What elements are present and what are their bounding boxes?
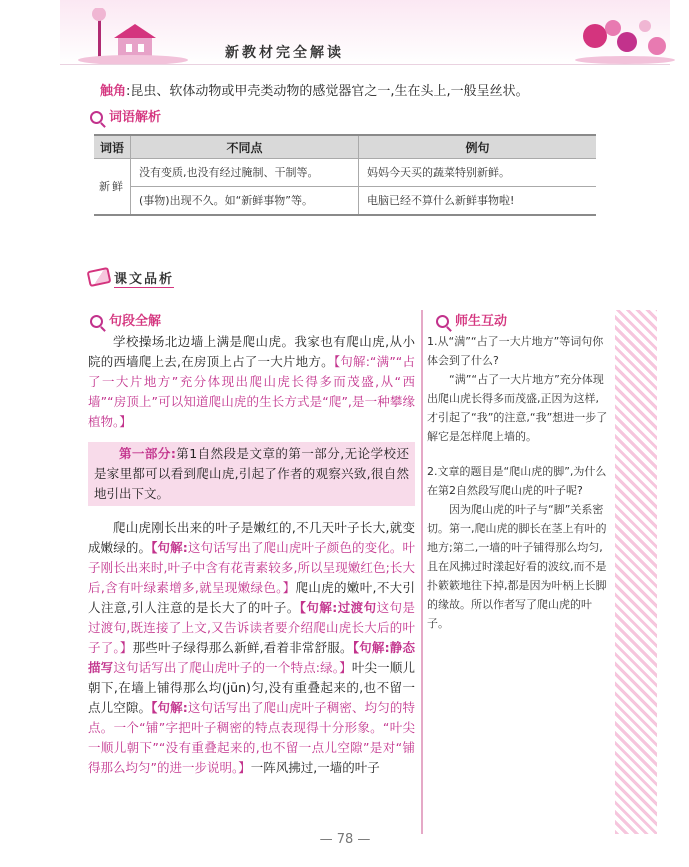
p1-note: 【句解:“满”“占了一大片地方”充分体现出爬山虎长得多而茂盛,从“西墙”“房顶上”可以知道爬山虎的生长方式是“爬”,是一种攀缘植物。】 <box>88 354 415 429</box>
p2-f: 这句话写出了爬山虎叶子的一个特点:绿。】 <box>113 660 352 675</box>
page-number: — 78 — <box>319 832 371 847</box>
paragraph-1 <box>88 332 415 432</box>
col-header-example: 例句 <box>359 135 597 159</box>
magnifier-icon <box>90 315 103 328</box>
answer-1: “满”“占了一大片地方”充分体现出爬山虎长得多而茂盛,正因为这样,才引起了“我”的注意,“我”想进一步了解它是怎样爬上墙的。 <box>427 373 608 443</box>
book-icon <box>87 267 112 287</box>
kewen-heading <box>88 268 174 287</box>
question-1: 1.从“满”“占了一大片地方”等词句你体会到了什么? <box>427 335 604 367</box>
p2-e: 那些叶子绿得那么新鲜,看着非常舒服。 <box>132 640 353 655</box>
flower-decoration-icon <box>565 6 675 64</box>
question-2: 2.文章的题目是“爬山虎的脚”,为什么在第2自然段写爬山虎的叶子呢? <box>427 465 607 497</box>
p2-f-label: 【句解:静态描写 <box>88 640 415 675</box>
definition-term: 触角 <box>100 84 127 99</box>
table-row <box>94 159 596 187</box>
table-row <box>94 187 596 216</box>
kewen-heading-text: 课文品析 <box>114 272 175 287</box>
part-one-box <box>88 442 415 506</box>
example-cell: 电脑已经不算什么新鲜事物啦! <box>359 187 597 216</box>
p2-c: 爬山虎的嫩叶,不大引人注意,引人注意的是长大了的叶子。 <box>88 580 415 615</box>
juduan-heading-text: 句段全解 <box>109 314 162 329</box>
p2-d: 这句是过渡句,既连接了上文,又告诉读者要介绍爬山虎长大后的叶子了。】 <box>88 600 415 655</box>
header-title: 新教材完全解读 <box>225 45 344 61</box>
vocab-heading <box>90 106 161 125</box>
answer-2: 因为爬山虎的叶子与“脚”关系密切。第一,爬山虎的脚长在茎上有叶的地方;第二,一墙的叶子铺得那么均匀,且在风拂过时漾起好看的波纹,而不是扑簌簌地往下掉,都是因为叶柄上长脚的缘故。所以作者写了爬山虎的叶子。 <box>427 503 607 630</box>
p2-g: 叶尖一顺儿朝下,在墙上铺得那么均(jūn)匀,没有重叠起来的,也不留一点儿空隙。 <box>88 660 415 715</box>
side-qa-column <box>427 332 609 633</box>
diff-cell: 没有变质,也没有经过腌制、干制等。 <box>131 159 359 187</box>
decorative-stripe <box>615 310 657 834</box>
side-heading-text: 师生互动 <box>455 314 508 329</box>
p2-i: 一阵风拂过,一墙的叶子 <box>250 760 380 775</box>
magnifier-icon <box>436 315 449 328</box>
vocab-heading-text: 词语解析 <box>109 110 162 125</box>
definition-line <box>100 80 660 99</box>
magnifier-icon <box>90 111 103 124</box>
p2-d-label: 【句解:过渡句 <box>299 600 377 615</box>
castle-decoration-icon <box>78 8 188 64</box>
p1-text: 学校操场北边墙上满是爬山虎。我家也有爬山虎,从小院的西墙爬上去,在房顶上占了一大片地方。 <box>88 334 415 369</box>
vocab-word: 新鲜 <box>94 159 131 216</box>
page-header <box>0 0 689 70</box>
col-header-diff: 不同点 <box>131 135 359 159</box>
paragraph-2 <box>88 518 415 778</box>
p2-b: 这句话写出了爬山虎叶子颜色的变化。叶子刚长出来时,叶子中含有花青素较多,所以呈现嫩红色;长大后,含有叶绿素增多,就呈现嫩绿色。】 <box>88 540 415 595</box>
diff-cell: (事物)出现不久。如“新鲜事物”等。 <box>131 187 359 216</box>
p2-a: 爬山虎刚长出来的叶子是嫩红的,不几天叶子长大,就变成嫩绿的。 <box>88 520 415 555</box>
box-label: 第一部分: <box>119 446 176 461</box>
definition-text: :昆虫、软体动物或甲壳类动物的感觉器官之一,生在头上,一般呈丝状。 <box>126 84 529 99</box>
example-cell: 妈妈今天买的蔬菜特别新鲜。 <box>359 159 597 187</box>
col-header-word: 词语 <box>94 135 131 159</box>
main-text-column <box>88 332 415 778</box>
column-divider <box>421 310 423 834</box>
box-text: 第1自然段是文章的第一部分,无论学校还是家里都可以看到爬山虎,引起了作者的观察兴致,很自然地引出下文。 <box>94 446 409 501</box>
juduan-heading <box>90 310 161 329</box>
vocab-table <box>94 134 596 216</box>
p2-b-label: 【句解: <box>151 540 188 555</box>
side-heading <box>436 310 507 329</box>
p2-h-label: 【句解: <box>151 700 188 715</box>
p2-h: 这句话写出了爬山虎叶子稠密、均匀的特点。一个“铺”字把叶子稠密的特点表现得十分形象。“叶尖一顺儿朝下”“没有重叠起来的,也不留一点儿空隙”是对“铺得那么均匀”的进一步说明。】 <box>88 700 415 775</box>
vocab-table-header <box>94 135 596 159</box>
